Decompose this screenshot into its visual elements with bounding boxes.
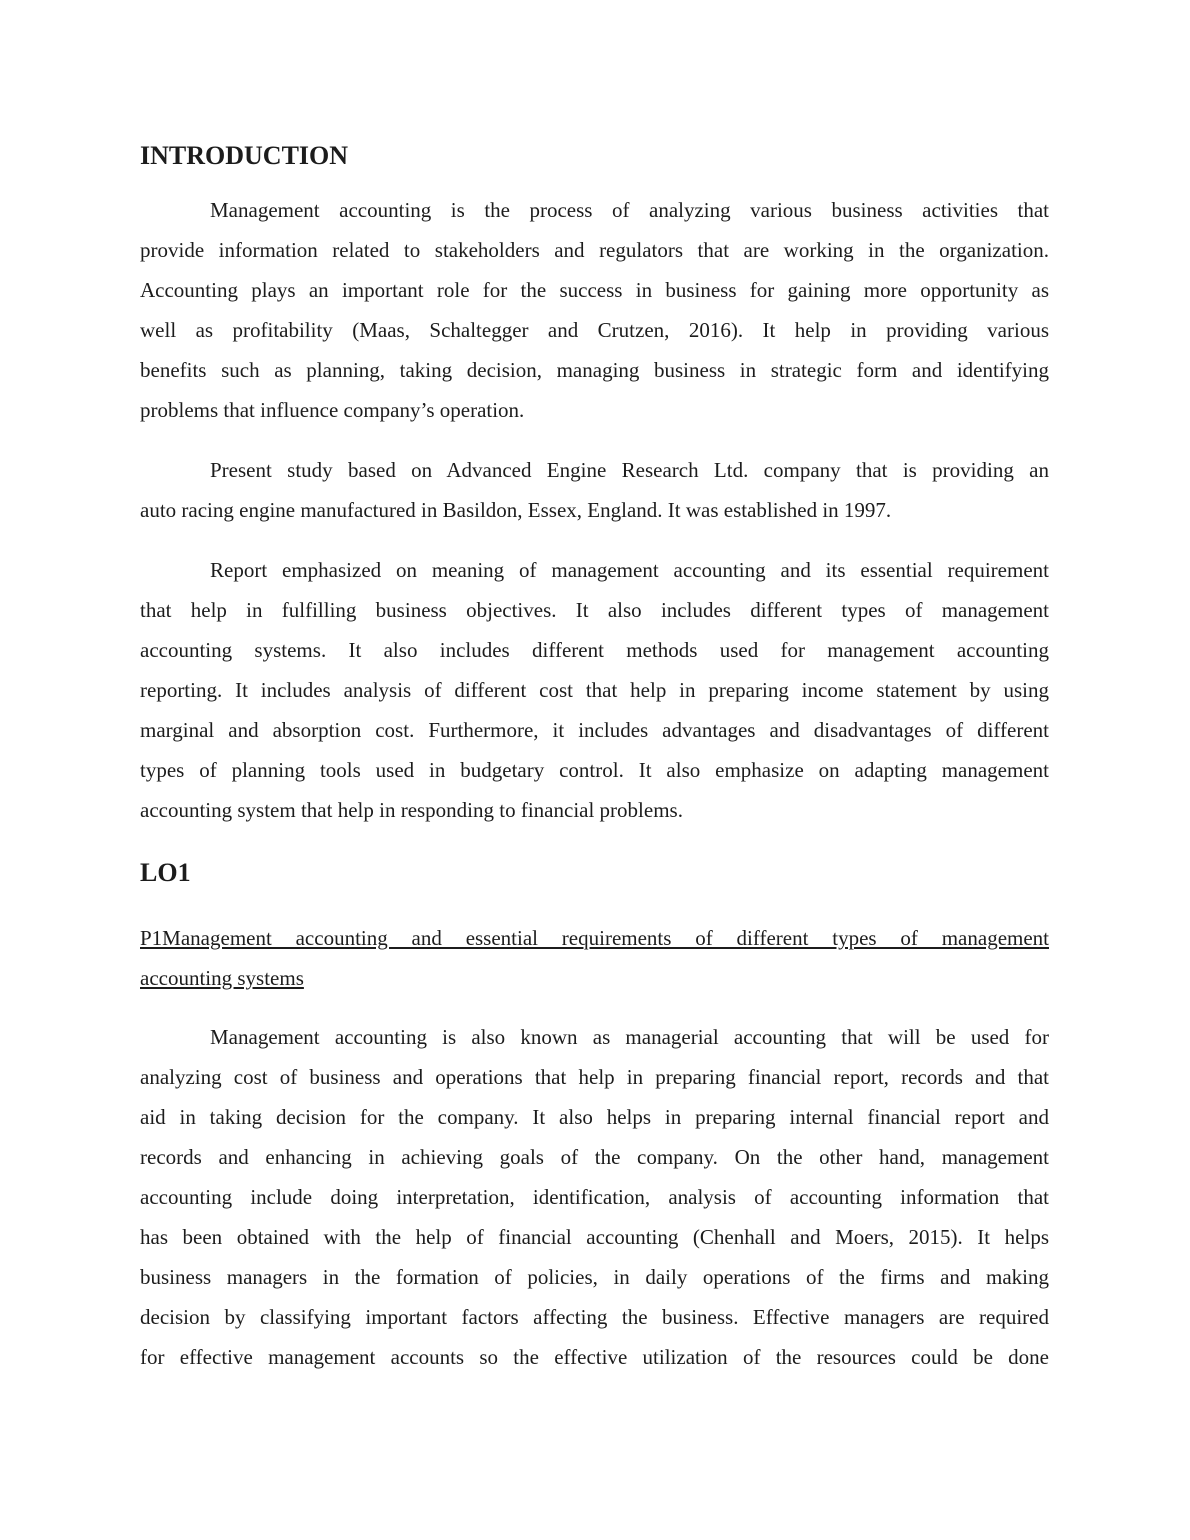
subheading-p1 (140, 918, 1049, 998)
text-line: well as profitability (Maas, Schaltegger and Crutzen, 2016). It help in providing various (140, 318, 1049, 342)
text-line: aid in taking decision for the company. It also helps in preparing internal financial report and (140, 1105, 1049, 1129)
text-line: provide information related to stakeholders and regulators that are working in the organization. (140, 238, 1049, 262)
text-line: accounting include doing interpretation, identification, analysis of accounting information that (140, 1185, 1049, 1209)
text-line: accounting system that help in responding to financial problems. (140, 798, 683, 822)
paragraph-intro-3 (140, 550, 1049, 830)
text-line: Management accounting is the process of analyzing various business activities that (210, 198, 1049, 222)
text-line: Accounting plays an important role for the success in business for gaining more opportunity as (140, 278, 1049, 302)
text-line: business managers in the formation of policies, in daily operations of the firms and making (140, 1265, 1049, 1289)
text-line: reporting. It includes analysis of different cost that help in preparing income statement by using (140, 678, 1049, 702)
text-line: benefits such as planning, taking decision, managing business in strategic form and identifying (140, 358, 1049, 382)
heading-lo1: LO1 (140, 858, 191, 887)
text-line: analyzing cost of business and operations that help in preparing financial report, records and that (140, 1065, 1049, 1089)
text-line: records and enhancing in achieving goals of the company. On the other hand, management (140, 1145, 1049, 1169)
text-line: P1Management accounting and essential requirements of different types of management (140, 926, 1049, 950)
text-line: accounting systems. It also includes different methods used for management accounting (140, 638, 1049, 662)
text-line: has been obtained with the help of financial accounting (Chenhall and Moers, 2015). It helps (140, 1225, 1049, 1249)
text-line: for effective management accounts so the effective utilization of the resources could be done (140, 1345, 1049, 1369)
document-page (140, 136, 1049, 1377)
text-line: marginal and absorption cost. Furthermore, it includes advantages and disadvantages of different (140, 718, 1049, 742)
paragraph-p1-body (140, 1017, 1049, 1377)
text-line: Management accounting is also known as managerial accounting that will be used for (210, 1025, 1049, 1049)
text-line: types of planning tools used in budgetary control. It also emphasize on adapting management (140, 758, 1049, 782)
heading-introduction: INTRODUCTION (140, 141, 349, 170)
text-line: auto racing engine manufactured in Basildon, Essex, England. It was established in 1997. (140, 498, 892, 522)
text-line: decision by classifying important factors affecting the business. Effective managers are required (140, 1305, 1049, 1329)
text-line: that help in fulfilling business objectives. It also includes different types of management (140, 598, 1049, 622)
text-line: accounting systems (140, 966, 304, 990)
text-line: Report emphasized on meaning of management accounting and its essential requirement (210, 558, 1049, 582)
paragraph-intro-1 (140, 190, 1049, 430)
paragraph-intro-2 (140, 450, 1049, 530)
text-line: problems that influence company’s operation. (140, 398, 525, 422)
text-line: Present study based on Advanced Engine Research Ltd. company that is providing an (210, 458, 1049, 482)
